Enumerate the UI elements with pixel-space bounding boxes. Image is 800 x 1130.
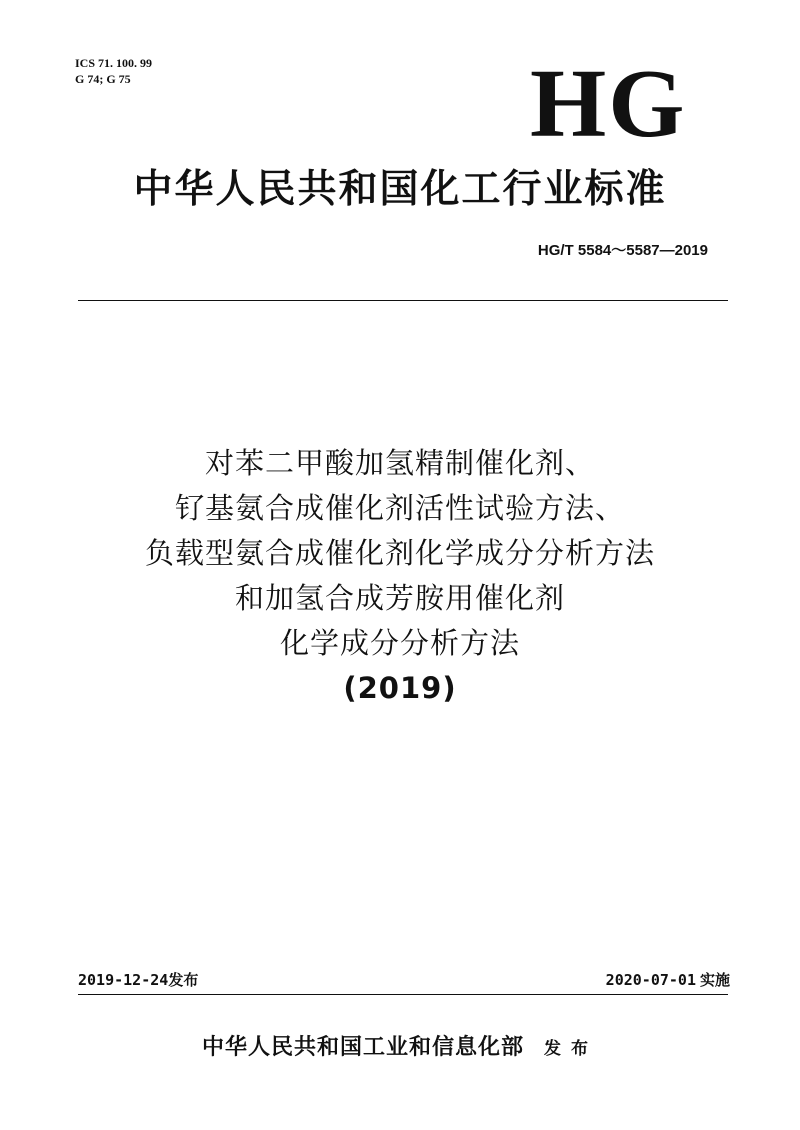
publisher-suffix: 发布 [544,1039,598,1059]
issue-date-value: 2019-12-24 [78,971,169,989]
publisher [60,1030,740,1061]
issue-date-label: 发布 [168,971,199,989]
classification-codes [75,55,152,87]
implementation-date-value: 2020-07-01 [605,971,696,989]
ics-code: ICS 71. 100. 99 [75,56,153,70]
hg-logo: HG [530,50,687,158]
bottom-divider [78,994,728,995]
title-line: 化学成分分析方法 [279,626,520,660]
implementation-date [606,970,730,990]
title-line: 负载型氨合成催化剂化学成分分析方法 [144,536,655,570]
title-year: (2019) [343,671,457,705]
implementation-date-label: 实施 [699,971,730,989]
title-line: 对苯二甲酸加氢精制催化剂、 [204,446,595,480]
title-line: 钌基氨合成催化剂活性试验方法、 [174,491,625,525]
standard-number: HG/T 5584～5587—2019 [537,242,708,259]
industry-standard-title: 中华人民共和国化工行业标准 [133,166,667,212]
issue-date [78,970,198,990]
title-line: 和加氢合成芳胺用催化剂 [234,581,565,615]
document-title [60,441,740,711]
top-divider [78,300,728,301]
publisher-name: 中华人民共和国工业和信息化部 [201,1034,524,1060]
ccs-code: G 74; G 75 [75,72,131,86]
